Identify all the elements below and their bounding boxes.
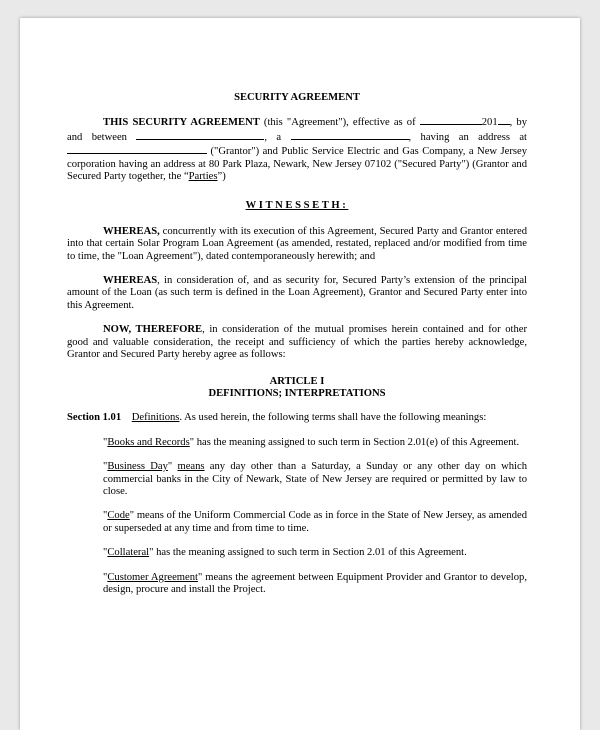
year-blank: [498, 115, 510, 125]
article-heading: [67, 376, 527, 401]
parties-term: Parties: [188, 171, 218, 183]
definition-term: Books and Records: [107, 436, 190, 448]
grantor-entity-blank: [291, 130, 409, 140]
intro-text-1: (this "Agreement"), effective as of: [259, 117, 420, 129]
section-1-01: [67, 412, 527, 424]
definition-item: "Collateral" has the meaning assigned to such term in Section 2.01 of this Agreement.: [103, 547, 467, 559]
grantor-name-blank: [136, 130, 264, 140]
whereas-paragraph-1: WHEREAS, concurrently with its execution of this Agreement, Secured Party and Grantor entered into that certain Solar Program Loan Agreement (as amended, restated, replaced and/or modified from time to time, the "Loan Agreement"), dated contemporaneously herewith; and: [67, 225, 527, 262]
definition-item: "Customer Agreement" means the agreement between Equipment Provider and Grantor to develop, design, procure and install the Project.: [103, 571, 527, 595]
date-blank: [420, 115, 482, 125]
now-therefore-paragraph: NOW, THEREFORE, in consideration of the mutual promises herein contained and for other good and valuable consideration, the receipt and sufficiency of which the parties hereby acknowledge, Grantor and Secured Party hereby agree as follows:: [67, 324, 527, 361]
intro-text-2: 201: [481, 117, 498, 129]
document-page: [20, 18, 580, 730]
definition-item: "Business Day" means any day other than a Saturday, a Sunday or any other day on which commercial banks in the City of Newark, State of New Jersey are required or permitted by law to close.: [103, 461, 527, 497]
intro-text-5: , having an address at: [408, 131, 527, 143]
article-title: DEFINITIONS; INTERPRETATIONS: [208, 387, 386, 399]
section-number: Section 1.01: [67, 412, 122, 424]
intro-text-6: ("Grantor") and Public Service Electric and Gas Company, a New Jersey corporation having an address at 80 Park Plaza, Newark, New Jersey 07102 ("Secured Party") (Grantor and Secured Party together, the “: [67, 146, 527, 183]
section-title: Definitions: [131, 412, 180, 424]
definition-term: Customer Agreement: [107, 571, 198, 583]
intro-text-4: , a: [264, 131, 291, 143]
definition-item: "Code" means of the Uniform Commercial Code as in force in the State of New Jersey, as amended or superseded at any time and from time to time.: [103, 510, 527, 534]
intro-text-3: , by and between: [67, 117, 528, 143]
intro-text-7: ”): [217, 171, 226, 183]
section-text: . As used herein, the following terms shall have the following meanings:: [179, 412, 487, 424]
intro-paragraph: [67, 115, 527, 183]
document-title: SECURITY AGREEMENT: [234, 92, 360, 103]
definition-term: Collateral: [107, 547, 150, 559]
article-number: ARTICLE I: [269, 375, 325, 387]
document-body: [67, 92, 527, 596]
intro-lead: THIS SECURITY AGREEMENT: [103, 117, 260, 129]
witnesseth-heading: WITNESSETH:: [245, 200, 349, 212]
definition-term: Business Day: [107, 461, 168, 473]
definition-item: "Books and Records" has the meaning assigned to such term in Section 2.01(e) of this Agreement.: [103, 436, 520, 448]
grantor-address-blank: [67, 144, 207, 154]
definition-term: Code: [107, 510, 130, 522]
whereas-paragraph-2: WHEREAS, in consideration of, and as security for, Secured Party’s extension of the principal amount of the Loan (as such term is defined in the Loan Agreement), Grantor and Secured Party enter into this Agreement.: [67, 275, 527, 311]
